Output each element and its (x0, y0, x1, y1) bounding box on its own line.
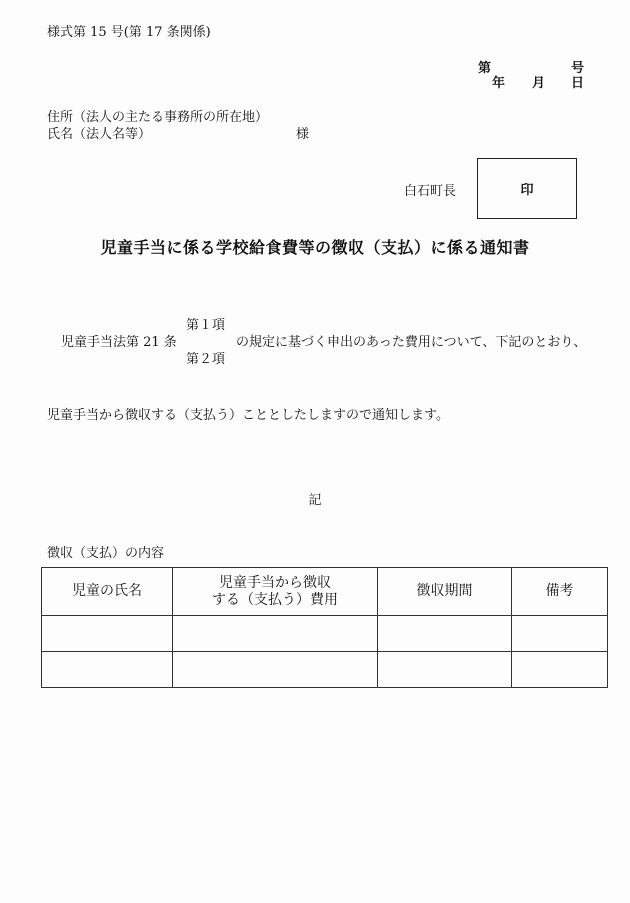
header-child-name: 児童の氏名 (42, 568, 173, 616)
table-cell[interactable] (512, 616, 608, 652)
form-number: 様式第 15 号(第 17 条関係) (47, 25, 211, 40)
body-clause-1: 第１項 (186, 318, 226, 333)
table-cell[interactable] (42, 616, 173, 652)
contents-table (41, 567, 608, 688)
body-law: 児童手当法第 21 条 (61, 335, 177, 350)
table-cell[interactable] (512, 652, 608, 688)
section-label: 徴収（支払）の内容 (47, 546, 165, 561)
header-remarks: 備考 (512, 568, 608, 616)
reference-dai: 第 (478, 61, 492, 76)
date-day: 日 (571, 76, 585, 91)
table-cell[interactable] (173, 616, 378, 652)
reference-go: 号 (571, 61, 585, 76)
seal-box (477, 158, 577, 219)
table-cell[interactable] (173, 652, 378, 688)
table-cell[interactable] (42, 652, 173, 688)
body-line-2: 児童手当から徴収する（支払う）こととしたしますので通知します。 (47, 408, 449, 423)
header-fee: 児童手当から徴収 する（支払う）費用 (173, 568, 378, 616)
body-clause-2: 第２項 (186, 352, 226, 367)
recipient-name-label: 氏名（法人名等） (47, 127, 152, 142)
recipient-address-label: 住所（法人の主たる事務所の所在地） (47, 110, 269, 125)
body-provision: の規定に基づく申出のあった費用について、下記のとおり、 (236, 335, 587, 350)
document-title: 児童手当に係る学校給食費等の徴収（支払）に係る通知書 (100, 238, 530, 257)
issuer-title: 白石町長 (404, 184, 457, 199)
seal-label: 印 (520, 183, 534, 198)
header-period: 徴収期間 (378, 568, 512, 616)
table-row (42, 616, 608, 652)
recipient-honorific: 様 (296, 127, 310, 142)
date-year: 年 (492, 76, 506, 91)
table-cell[interactable] (378, 652, 512, 688)
ki-marker: 記 (308, 493, 322, 508)
date-month: 月 (532, 76, 546, 91)
table-cell[interactable] (378, 616, 512, 652)
table-header-row (42, 568, 608, 616)
table-row (42, 652, 608, 688)
